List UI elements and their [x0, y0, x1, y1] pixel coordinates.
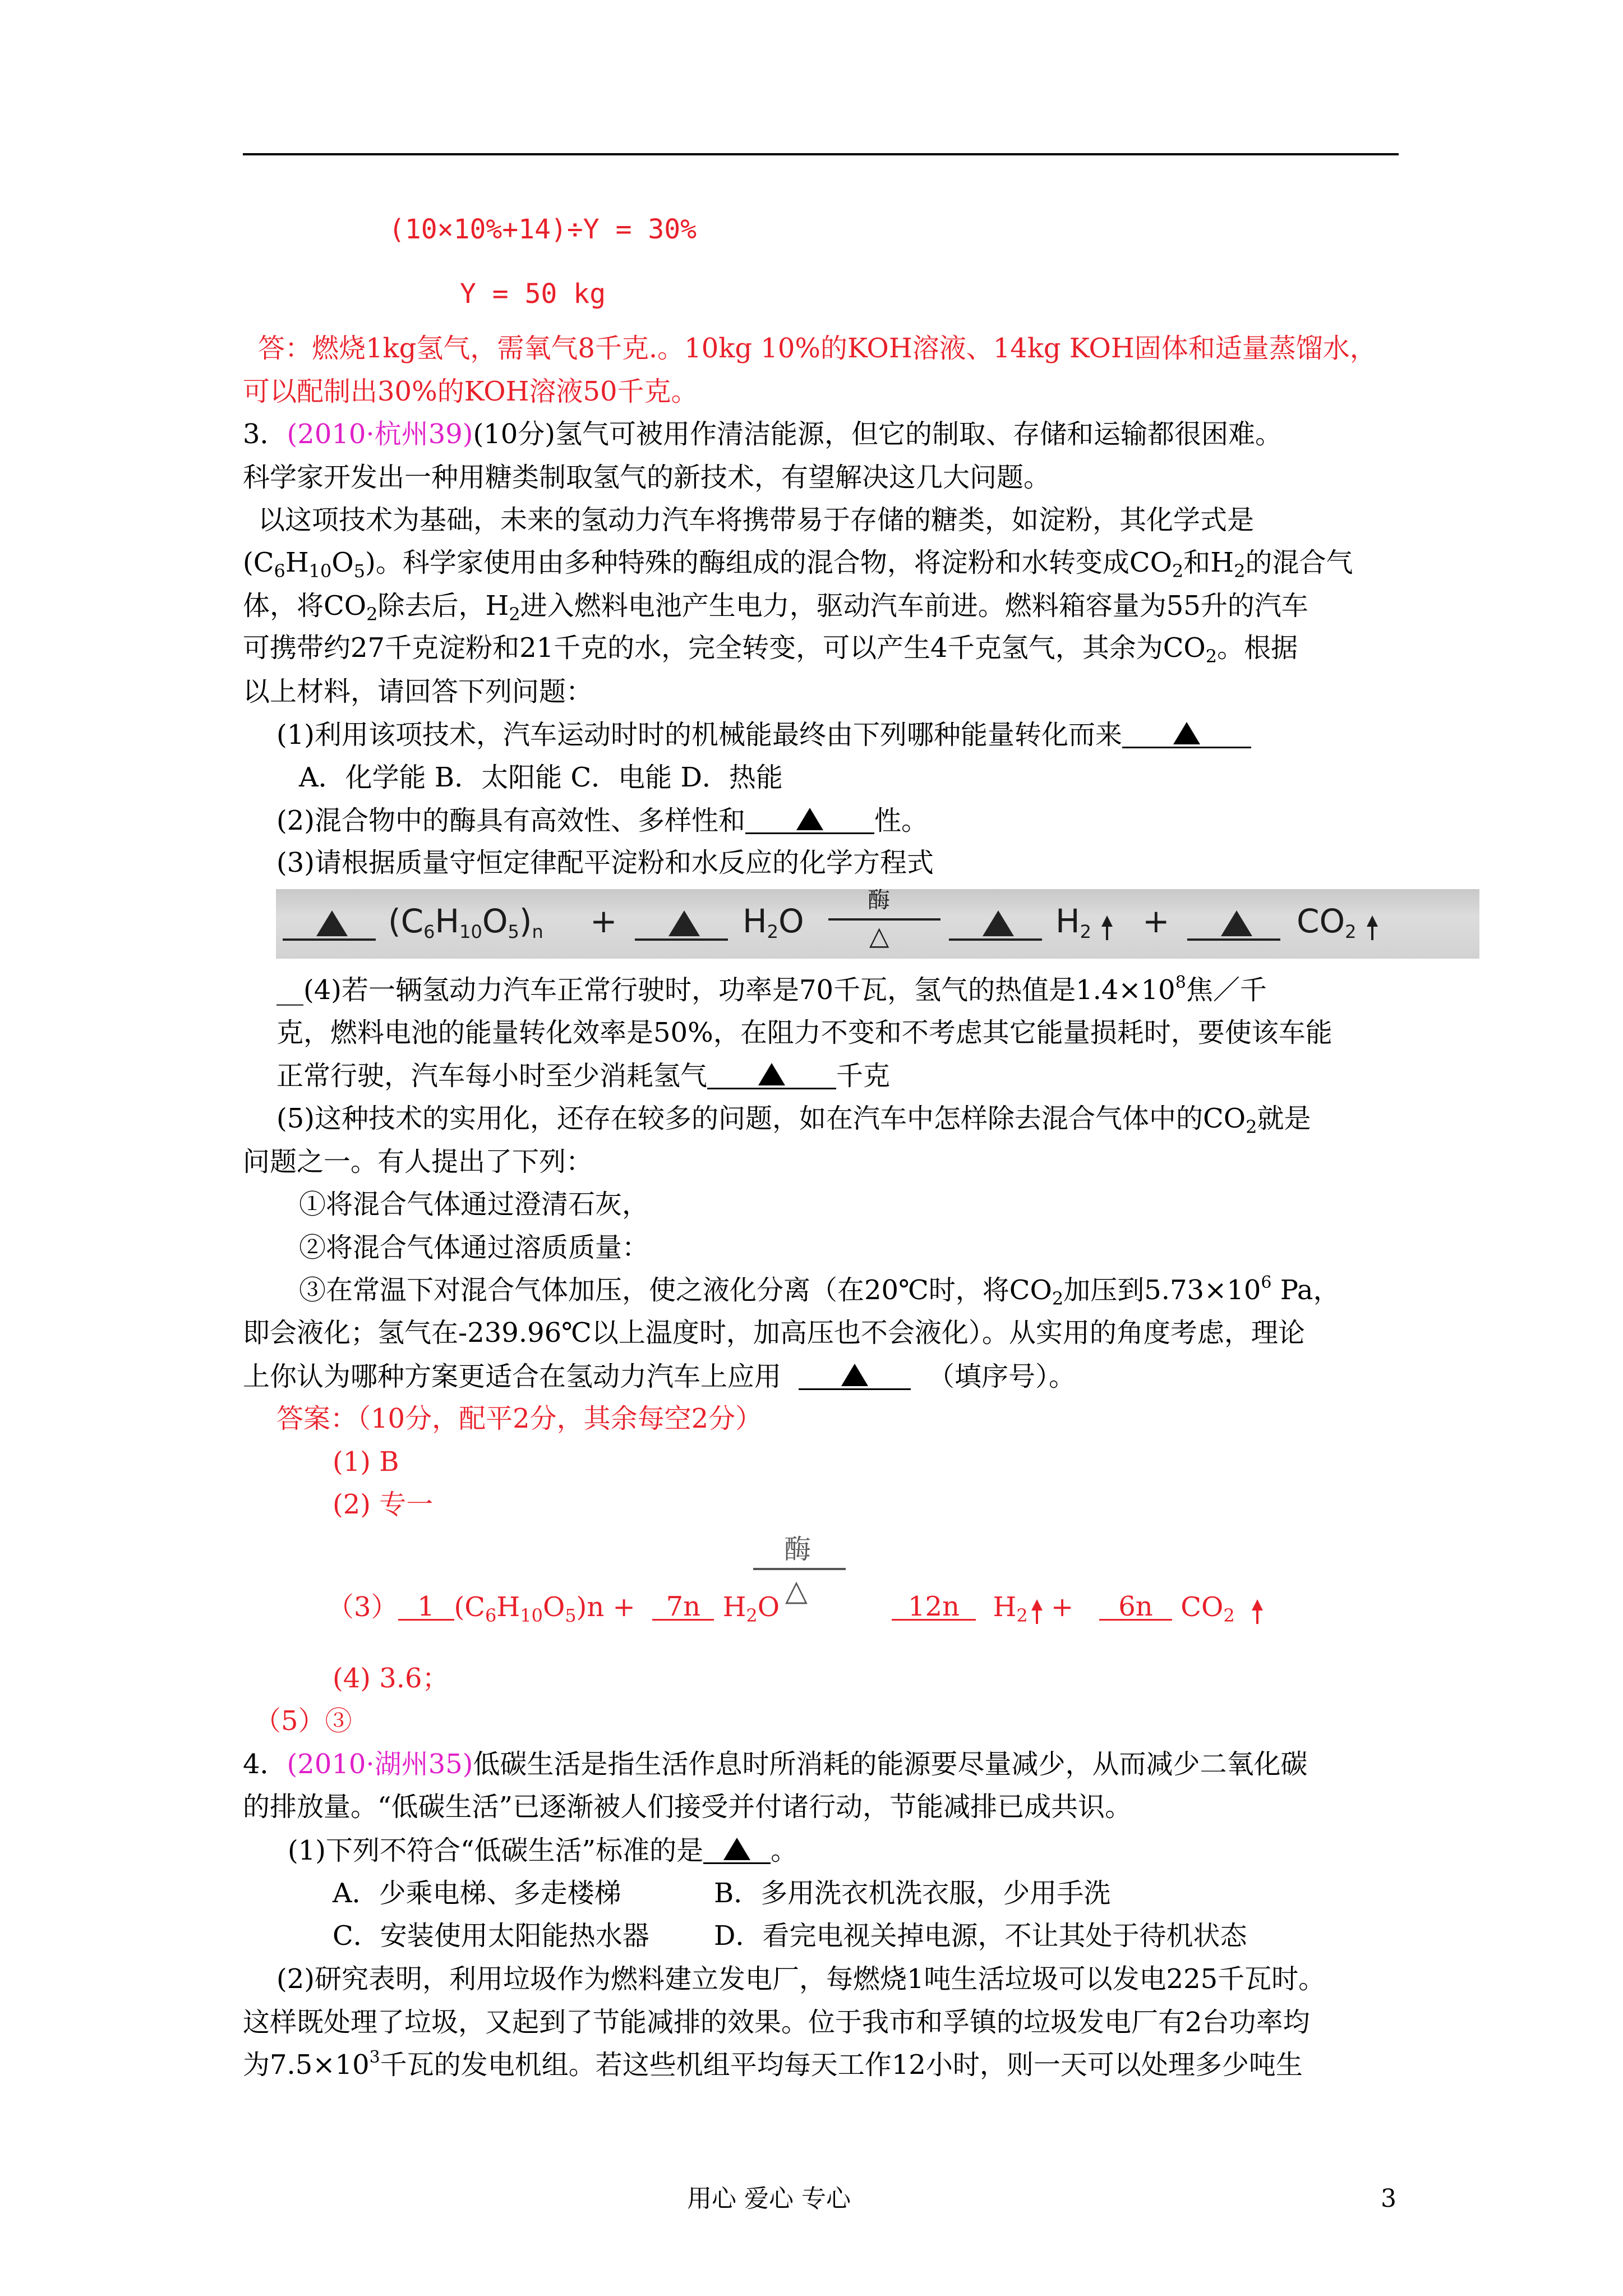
q3-text-1: (10分)氢气可被用作清洁能源，但它的制取、存储和运输都很困难。: [473, 418, 1283, 450]
q3-line-1: [243, 418, 1283, 450]
q3-sub2-blank[interactable]: [745, 807, 874, 834]
q4-sub1-blank[interactable]: [703, 1837, 771, 1864]
answer-heat-triangle-icon: △: [785, 1574, 808, 1608]
q4-sub1: (1)下列不符合“低碳生活”标准的是 。: [288, 1835, 798, 1866]
answer-condition-line: [753, 1568, 846, 1570]
q3-sub3: (3)请根据质量守恒定律配平淀粉和水反应的化学方程式: [276, 847, 934, 878]
q3-line-2: 科学家开发出一种用糖类制取氢气的新技术，有望解决这几大问题。: [243, 462, 1051, 493]
answer-catalyst: 酶: [784, 1534, 811, 1565]
gas-up-arrow-icon: [1031, 1599, 1043, 1611]
q3-sub1-blank[interactable]: [1122, 721, 1251, 748]
page-number: 3: [1381, 2184, 1396, 2213]
eq-co2: $CO_2$: [1297, 905, 1378, 937]
heat-triangle-icon: △: [869, 921, 889, 951]
prev-answer-line-1: 答：燃烧1kg氢气，需氧气8千克.。10kg 10%的KOH溶液、14kg KOH固体和适量蒸馏水，: [258, 333, 1377, 364]
q3-option-1: ①将混合气体通过澄清石灰，: [299, 1189, 649, 1220]
q3-sub1-options: A．化学能 B．太阳能 C．电能 D．热能: [299, 762, 783, 793]
q3-answer-5: （5）③: [254, 1705, 352, 1737]
q3-answer-1: (1) B: [333, 1446, 399, 1478]
eq-catalyst: 酶: [868, 887, 890, 913]
q3-number: 3．: [243, 418, 287, 450]
eq-starch: $(C_6H_{10}O_5)_n$: [388, 902, 543, 942]
prev-equation-1: (10×10%+14)÷Y = 30%: [389, 214, 697, 245]
q4-sub2-line-3: 为$7.5\times 10^3$千瓦的发电机组。若这些机组平均每天工作12小时，则一天可以处理多少吨生: [243, 2047, 1303, 2081]
q3-sub5-line-1: (5)这种技术的实用化，还存在较多的问题，如在汽车中怎样除去混合气体中的$CO_2$就是: [276, 1103, 1311, 1138]
q3-para2-line-4: 可携带约27千克淀粉和21千克的水，完全转变，可以产生4千克氢气，其余为$CO_2$。根据: [243, 632, 1298, 667]
prev-answer-line-2: 可以配制出30%的KOH溶液50千克。: [243, 376, 698, 407]
triangle-icon: [758, 1063, 785, 1085]
footer-motto: 用心 爱心 专心: [687, 2184, 851, 2213]
eq-water: $H_2O$: [743, 902, 804, 942]
header-rule: [243, 153, 1399, 155]
q4-line-1: 4．(2010·湖州35)低碳生活是指生活作息时所消耗的能源要尽量减少，从而减少二氧化碳: [243, 1749, 1308, 1780]
q4-option-d: D．看完电视关掉电源，不让其处于待机状态: [714, 1920, 1247, 1952]
q3-option-2: ②将混合气体通过溶质质量：: [299, 1232, 649, 1263]
equation-image: [276, 889, 1479, 959]
q3-answer-2: (2) 专一: [333, 1489, 434, 1520]
q3-sub1: (1)利用该项技术，汽车运动时时的机械能最终由下列哪种能量转化而来: [276, 721, 1251, 748]
gas-up-arrow-icon: [1101, 915, 1113, 927]
q4-sub2-line-2: 这样既处理了垃圾，又起到了节能减排的效果。位于我市和孚镇的垃圾发电厂有2台功率均: [243, 2007, 1310, 2038]
q3-answer-heading: 答案：（10分，配平2分，其余每空2分）: [276, 1403, 763, 1434]
q3-sub5-line-2: 问题之一。有人提出了下列：: [243, 1146, 593, 1177]
q3-sub5-blank[interactable]: [799, 1363, 911, 1390]
triangle-icon: [841, 1364, 868, 1386]
q3-option-3-line-1: ③在常温下对混合气体加压，使之液化分离（在20℃时，将$CO_2$加压到$5.73\times 10^6$ Pa，: [299, 1273, 1340, 1309]
triangle-icon: [796, 808, 823, 830]
eq-plus-1: +: [590, 902, 617, 940]
q3-sub4-line-2: 克，燃料电池的能量转化效率是50%，在阻力不变和不考虑其它能量损耗时，要使该车能: [276, 1017, 1332, 1048]
q3-para2-line-5: 以上材料，请回答下列问题：: [243, 676, 593, 707]
prev-equation-2: Y = 50 kg: [460, 278, 606, 310]
q4-sub2-line-1: (2)研究表明，利用垃圾作为燃料建立发电厂，每燃烧1吨生活垃圾可以发电225千瓦时。: [276, 1963, 1326, 1995]
q3-option-3-line-3: 上你认为哪种方案更适合在氢动力汽车上应用 （填序号）。: [243, 1361, 1076, 1392]
triangle-icon: [316, 910, 348, 936]
triangle-icon: [983, 910, 1014, 936]
triangle-icon: [723, 1838, 750, 1860]
triangle-icon: [1173, 722, 1200, 744]
eq-plus-2: +: [1142, 902, 1170, 940]
gas-up-arrow-icon: [1252, 1599, 1263, 1611]
q3-answer-3-products: 12n $H_2$ + 6n $CO_2$: [892, 1593, 1263, 1621]
q4-option-c: C．安装使用太阳能热水器: [333, 1920, 649, 1952]
q3-sub4-line-1: __(4)若一辆氢动力汽车正常行驶时，功率是70千瓦，氢气的热值是$1.4\times 10^8$焦／千: [276, 973, 1267, 1006]
triangle-icon: [1221, 910, 1252, 936]
q3-para2-line-2: $(C_6H_{10}O_5)$。科学家使用由多种特殊的酶组成的混合物，将淀粉和水转变成$CO_2$和$H_2$的混合气: [243, 547, 1353, 582]
q3-source: (2010·杭州39): [287, 418, 473, 450]
q4-option-a: A．少乘电梯、多走楼梯: [333, 1878, 621, 1909]
q4-source: (2010·湖州35): [287, 1749, 473, 1780]
triangle-icon: [668, 910, 700, 936]
q3-sub4-blank[interactable]: [707, 1062, 836, 1089]
q3-para2-line-1: 以这项技术为基础，未来的氢动力汽车将携带易于存储的糖类，如淀粉，其化学式是: [258, 504, 1255, 536]
q3-sub4-line-3: 正常行驶，汽车每小时至少消耗氢气 千克: [276, 1060, 891, 1092]
q3-answer-4: (4) 3.6；: [333, 1663, 449, 1694]
q4-option-b: B．多用洗衣机洗衣服，少用手洗: [714, 1878, 1111, 1909]
q4-line-2: 的排放量。“低碳生活”已逐渐被人们接受并付诸行动，节能减排已成共识。: [243, 1791, 1132, 1823]
q3-answer-3: （3） 1 $(C_6H_{10}O_5)n + 7n$ $H_2O$: [327, 1591, 780, 1626]
eq-hydrogen: $H_2$: [1055, 905, 1113, 937]
q3-sub2: (2)混合物中的酶具有高效性、多样性和 性。: [276, 805, 929, 836]
q3-option-3-line-2: 即会液化；氢气在-239.96℃以上温度时，加高压也不会液化）。从实用的角度考虑，理论: [243, 1317, 1305, 1349]
gas-up-arrow-icon: [1367, 915, 1378, 927]
q3-para2-line-3: 体，将$CO_2$除去后，$H_2$进入燃料电池产生电力，驱动汽车前进。燃料箱容量为55升的汽车: [243, 590, 1308, 625]
